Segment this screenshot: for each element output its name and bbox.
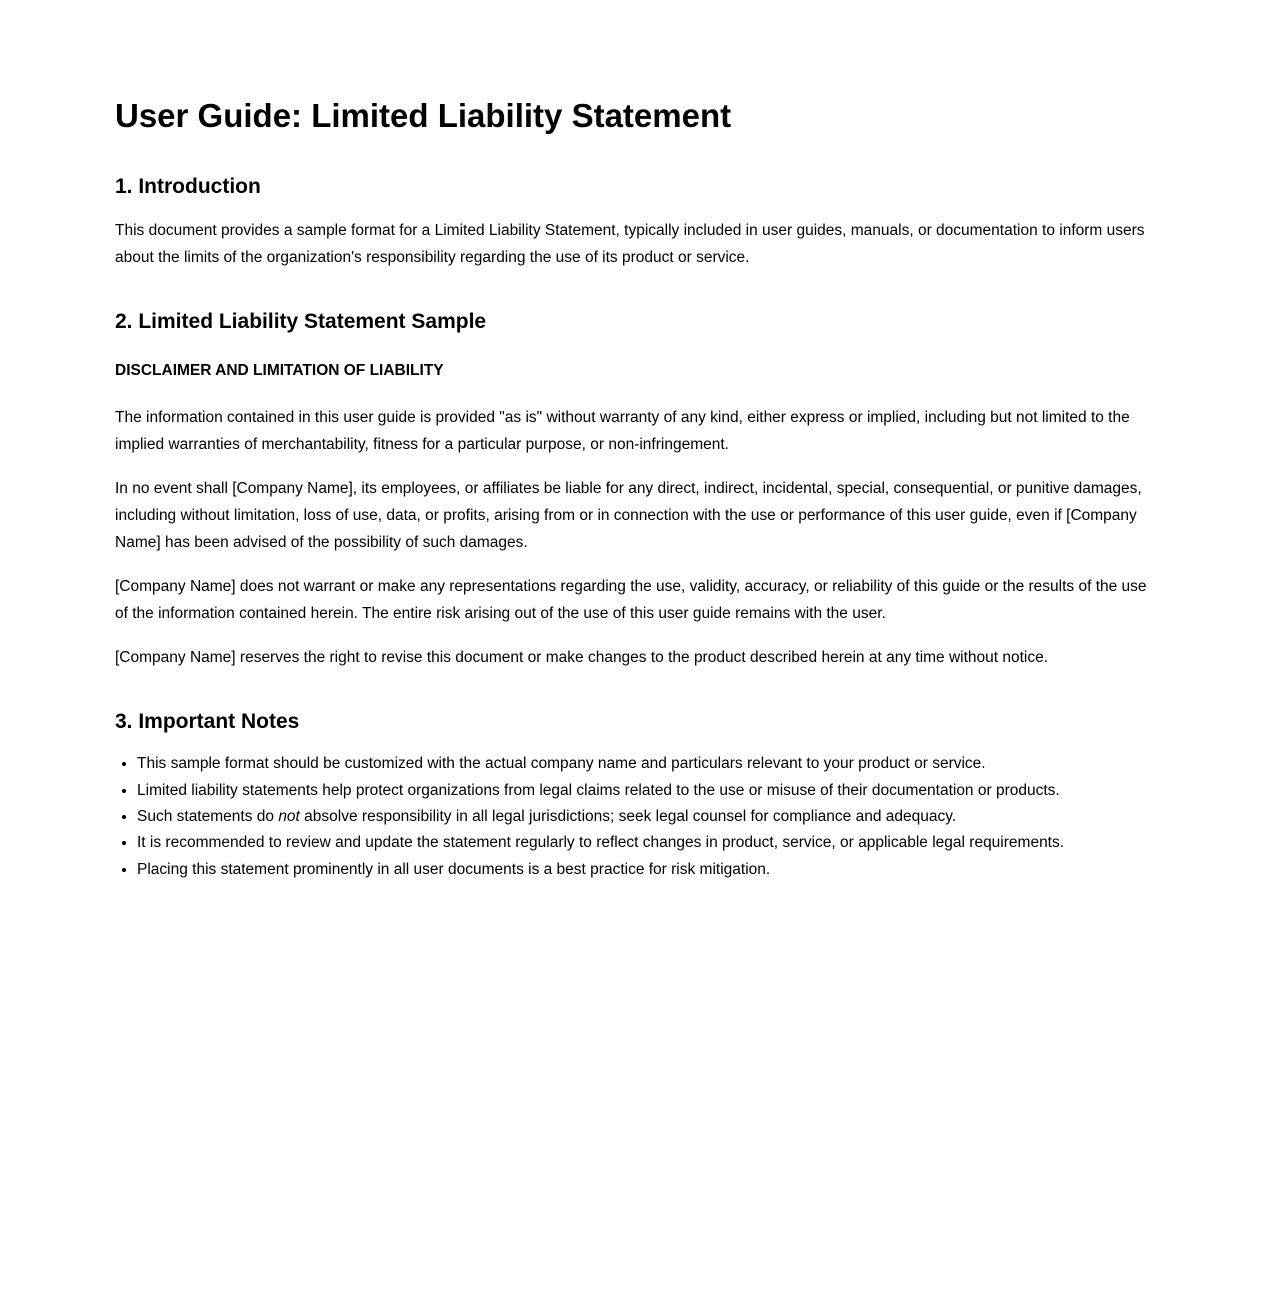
note-emphasized-text: not (278, 807, 300, 825)
note-text: Limited liability statements help protect organizations from legal claims related to the use or misuse of their documentation or products. (137, 781, 1060, 799)
statement-paragraph: The information contained in this user guide is provided "as is" without warranty of any kind, either express or implied, including but not limited to the implied warranties of merchantability, fitness for a particular purpose, or non-infringement. (115, 409, 1130, 454)
section-important-notes (115, 709, 1163, 883)
note-item (137, 830, 1163, 856)
statement-paragraph: [Company Name] reserves the right to revise this document or make changes to the product described herein at any time without notice. (115, 649, 1049, 667)
note-item (137, 778, 1163, 804)
section-statement-sample (115, 309, 1163, 671)
note-item (137, 804, 1163, 830)
introduction-paragraph: This document provides a sample format for a Limited Liability Statement, typically included in user guides, manuals, or documentation to inform users about the limits of the organization's responsibility regarding the use of its product or service. (115, 221, 1145, 266)
statement-paragraph: In no event shall [Company Name], its employees, or affiliates be liable for any direct, indirect, incidental, special, consequential, or punitive damages, including without limitation, loss of use, data, or profits, arising from or in connection with the use or performance of this user guide, even if [Company Name] has been advised of the possibility of such damages. (115, 480, 1142, 552)
note-item (137, 751, 1163, 777)
note-text: Placing this statement prominently in all user documents is a best practice for risk mitigation. (137, 860, 771, 878)
disclaimer-subheading: DISCLAIMER AND LIMITATION OF LIABILITY (115, 362, 444, 380)
notes-heading: 3. Important Notes (115, 710, 300, 734)
statement-paragraph: [Company Name] does not warrant or make any representations regarding the use, validity, accuracy, or reliability of this guide or the results of the use of the information contained herein. The entire risk arising out of the use of this user guide remains with the user. (115, 578, 1147, 623)
note-text: This sample format should be customized with the actual company name and particulars relevant to your product or service. (137, 755, 986, 773)
section-introduction (115, 174, 1163, 271)
note-item (137, 857, 1163, 883)
page-title: User Guide: Limited Liability Statement (115, 97, 732, 134)
note-text: It is recommended to review and update the statement regularly to reflect changes in product, service, or applicable legal requirements. (137, 834, 1065, 852)
statement-heading: 2. Limited Liability Statement Sample (115, 309, 487, 333)
note-text: Such statements do (137, 807, 279, 825)
introduction-heading: 1. Introduction (115, 174, 261, 198)
important-notes-list (115, 751, 1163, 882)
note-text: absolve responsibility in all legal jurisdictions; seek legal counsel for compliance and adequacy. (299, 807, 957, 825)
